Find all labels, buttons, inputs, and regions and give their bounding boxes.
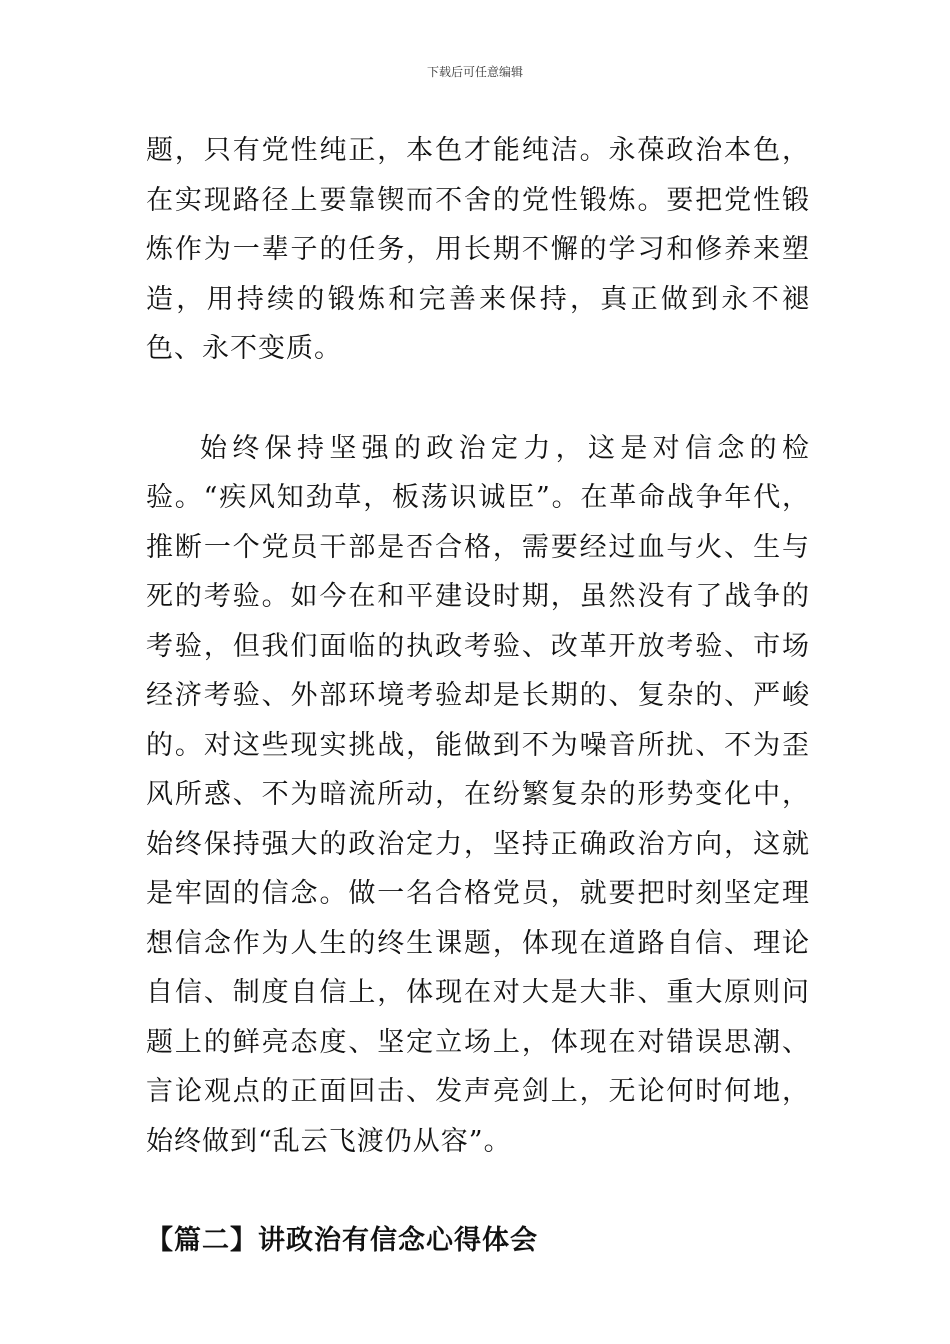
- header-note: 下载后可任意编辑: [426, 65, 523, 79]
- document-body: [146, 126, 810, 1266]
- paragraph-political-resolve: 始终保持坚强的政治定力，这是对信念的检验。“疾风知劲草，板荡识诚臣”。在革命战争年代，推断一个党员干部是否合格，需要经过血与火、生与死的考验。如今在和平建设时期，虽然没有了战争的考验，但我们面临的执政考验、改革开放考验、市场经济考验、外部环境考验却是长期的、复杂的、严峻的。对这些现实挑战，能做到不为噪音所扰、不为歪风所惑、不为暗流所动，在纷繁复杂的形势变化中，始终保持强大的政治定力，坚持正确政治方向，这就是牢固的信念。做一名合格党员，就要把时刻坚定理想信念作为人生的终生课题，体现在道路自信、理论自信、制度自信上，体现在对大是大非、重大原则问题上的鲜亮态度、坚定立场上，体现在对错误思潮、言论观点的正面回击、发声亮剑上，无论何时何地，始终做到“乱云飞渡仍从容”。: [146, 432, 810, 1157]
- section-spacer: [146, 1166, 810, 1216]
- paragraph-spacer: [146, 374, 810, 424]
- section-heading: 【篇二】讲政治有信念心得体会: [146, 1225, 538, 1256]
- paragraph-continuation: 题，只有党性纯正，本色才能纯洁。永葆政治本色，在实现路径上要靠锲而不舍的党性锻炼。要把党性锻炼作为一辈子的任务，用长期不懈的学习和修养来塑造，用持续的锻炼和完善来保持，真正做到永不褪色、永不变质。: [146, 135, 810, 364]
